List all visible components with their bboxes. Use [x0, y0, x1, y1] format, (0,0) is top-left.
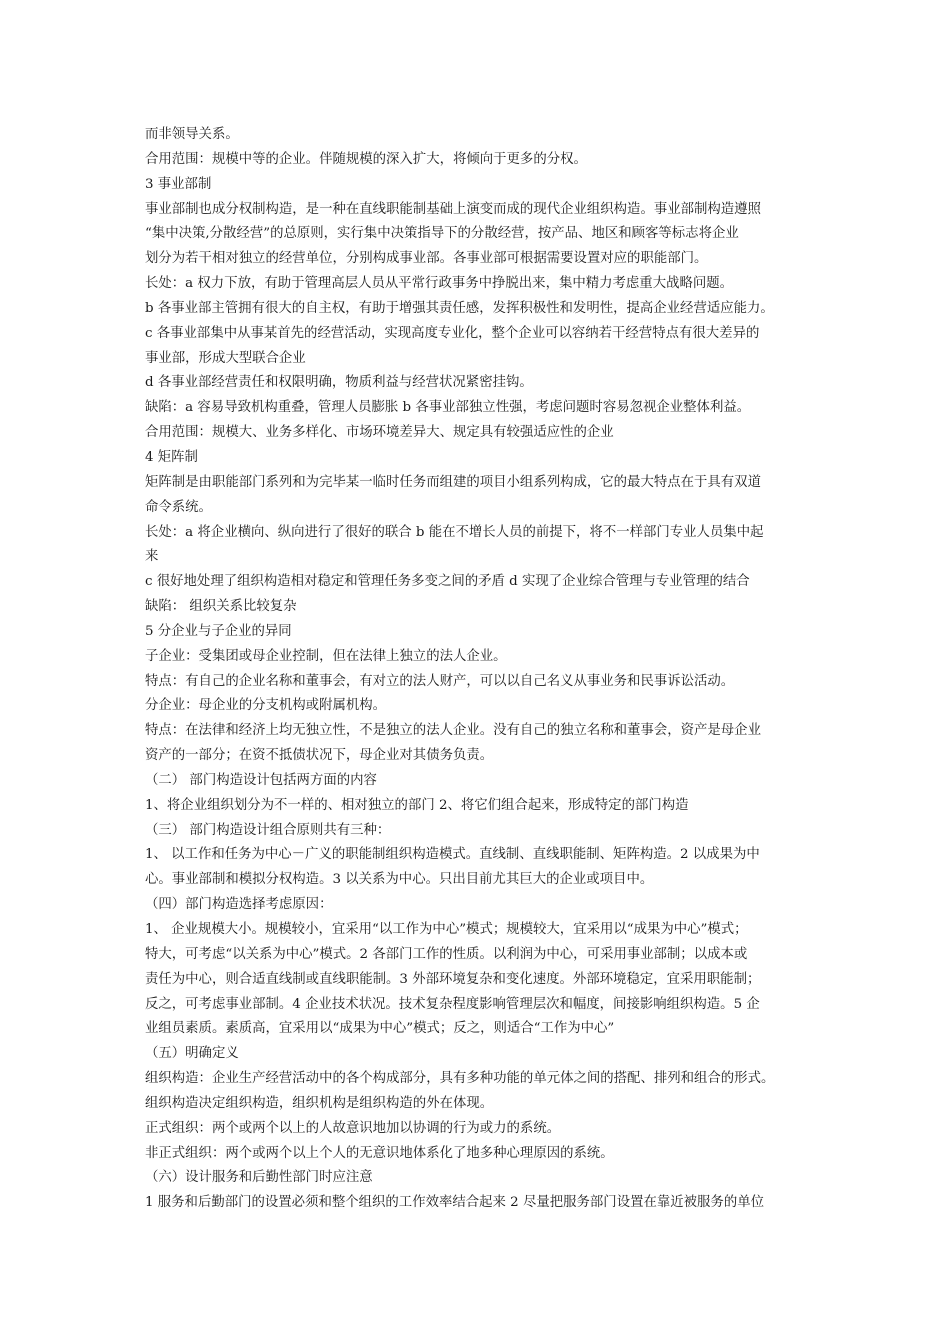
text-line: 反之，可考虑事业部制。4 企业技术状况。技术复杂程度影响管理层次和幅度，间接影响组织构造。5 企	[145, 996, 760, 1012]
section-heading: 3 事业部制	[145, 176, 212, 192]
text-line: c 很好地处理了组织构造相对稳定和管理任务多变之间的矛盾 d 实现了企业综合管理与专业管理的结合	[145, 574, 750, 590]
text-line: 长处：a 将企业横向、纵向进行了很好的联合 b 能在不增长人员的前提下，将不一样部门专业人员集中起	[145, 524, 764, 540]
text-line: 组织构造决定组织构造，组织机构是组织构造的外在体现。	[145, 1095, 494, 1111]
section-heading: （四）部门构造选择考虑原因：	[145, 897, 333, 913]
text-line: 子企业：受集团或母企业控制，但在法律上独立的法人企业。	[145, 648, 507, 664]
section-heading: （三） 部门构造设计组合原则共有三种：	[145, 822, 391, 838]
section-heading: （五）明确定义	[145, 1046, 239, 1062]
text-line: d 各事业部经营责任和权限明确，物质利益与经营状况紧密挂钩。	[145, 375, 533, 391]
text-line: 责任为中心，则合适直线制或直线职能制。3 外部环境复杂和变化速度。外部环境稳定，宜采用职能制；	[145, 971, 761, 987]
text-line: 分企业：母企业的分支机构或附属机构。	[145, 698, 387, 714]
section-heading: （六）设计服务和后勤性部门时应注意	[145, 1170, 373, 1186]
text-line: 资产的一部分；在资不抵债状况下，母企业对其债务负责。	[145, 748, 494, 764]
text-line: 特大，可考虑“以关系为中心”模式。2 各部门工作的性质。以利润为中心，可采用事业部制；以成本或	[145, 946, 748, 962]
text-line: 命令系统。	[145, 499, 212, 515]
text-line: 划分为若干相对独立的经营单位，分别构成事业部。各事业部可根据需要设置对应的职能部门。	[145, 251, 708, 267]
text-line: 合用范围：规模大、业务多样化、市场环境差异大、规定具有较强适应性的企业	[145, 425, 614, 441]
text-line: 业组员素质。素质高，宜采用以“成果为中心”模式；反之，则适合“工作为中心”	[145, 1021, 615, 1037]
text-line: 而非领导关系。	[145, 127, 239, 142]
text-line: 特点：在法律和经济上均无独立性，不是独立的法人企业。没有自己的独立名称和董事会，资产是母企业	[145, 723, 761, 739]
text-line: c 各事业部集中从事某首先的经营活动，实现高度专业化，整个企业可以容纳若干经营特点有很大差异的	[145, 325, 760, 341]
section-heading: 5 分企业与子企业的异同	[145, 623, 292, 639]
text-line: 1、 企业规模大小。规模较小，宜采用“以工作为中心”模式；规模较大，宜采用以“成果为中心”模式；	[145, 922, 748, 937]
text-line: 事业部，形成大型联合企业	[145, 350, 306, 366]
text-line: 合用范围：规模中等的企业。伴随规模的深入扩大，将倾向于更多的分权。	[145, 151, 587, 167]
text-line: 非正式组织：两个或两个以上个人的无意识地体系化了地多种心理原因的系统。	[145, 1145, 614, 1161]
text-line: 事业部制也成分权制构造，是一种在直线职能制基础上演变而成的现代企业组织构造。事业部制构造遵照	[145, 201, 761, 217]
text-line: 缺陷：a 容易导致机构重叠，管理人员膨胀 b 各事业部独立性强，考虑问题时容易忽视企业整体利益。	[145, 400, 751, 416]
text-line: 1、 以工作和任务为中心－广义的职能制组织构造模式。直线制、直线职能制、矩阵构造。2 以成果为中	[145, 847, 760, 863]
text-line: 1 服务和后勤部门的设置必须和整个组织的工作效率结合起来 2 尽量把服务部门设置在靠近被服务的单位	[145, 1195, 764, 1211]
text-line: 长处：a 权力下放，有助于管理高层人员从平常行政事务中挣脱出来，集中精力考虑重大战略问题。	[145, 276, 734, 292]
text-line: 正式组织：两个或两个以上的人故意识地加以协调的行为或力的系统。	[145, 1120, 561, 1136]
text-line: 1、将企业组织划分为不一样的、相对独立的部门 2、将它们组合起来，形成特定的部门构造	[145, 797, 689, 813]
text-line: 组织构造：企业生产经营活动中的各个构成部分，具有多种功能的单元体之间的搭配、排列和组合的形式。	[145, 1071, 775, 1087]
text-line: 心。事业部制和模拟分权构造。3 以关系为中心。只出目前尤其巨大的企业或项目中。	[145, 872, 654, 888]
document-body	[145, 123, 813, 1216]
section-heading: 4 矩阵制	[145, 449, 198, 465]
text-line: 缺陷： 组织关系比较复杂	[145, 599, 297, 615]
text-line: 矩阵制是由职能部门系列和为完毕某一临时任务而组建的项目小组系列构成，它的最大特点在于具有双道	[145, 474, 761, 490]
text-line: b 各事业部主管拥有很大的自主权，有助于增强其责任感，发挥积极性和发明性，提高企业经营适应能力。	[145, 300, 774, 316]
section-heading: （二） 部门构造设计包括两方面的内容	[145, 772, 377, 788]
text-line: 来	[145, 549, 159, 565]
text-line: “集中决策,分散经营”的总原则，实行集中决策指导下的分散经营，按产品、地区和顾客等标志将企业	[145, 226, 739, 242]
text-line: 特点：有自己的企业名称和董事会，有对立的法人财产，可以以自己名义从事业务和民事诉讼活动。	[145, 673, 735, 689]
